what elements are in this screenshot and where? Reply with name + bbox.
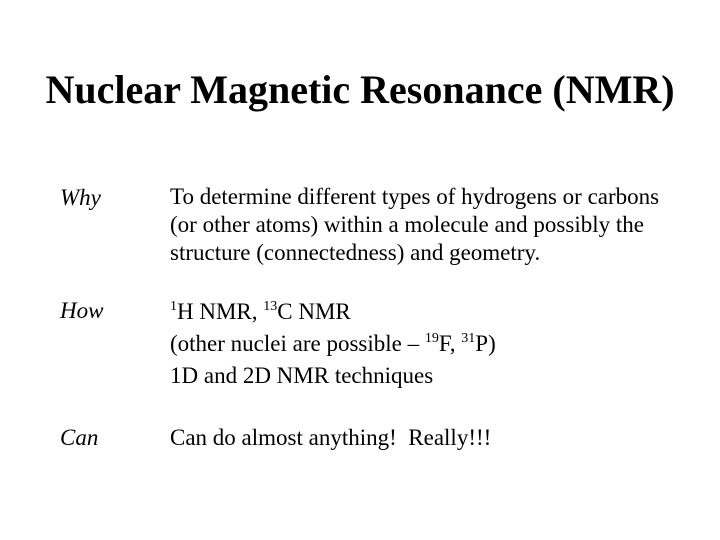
why-line-3: structure (connectedness) and geometry. xyxy=(170,240,541,265)
row-content-can xyxy=(170,423,700,453)
superscript-31: 31 xyxy=(461,331,476,346)
f-text: F, xyxy=(438,331,462,356)
row-label-how: How xyxy=(60,298,104,323)
row-label-can: Can xyxy=(60,425,99,450)
how-line-3: 1D and 2D NMR techniques xyxy=(170,363,434,388)
row-content-why xyxy=(170,183,700,267)
why-line-1: To determine different types of hydrogens or carbons xyxy=(170,184,660,209)
superscript-1: 1 xyxy=(170,299,177,314)
other-nuclei-text: (other nuclei are possible – xyxy=(170,331,425,356)
row-content-how xyxy=(170,296,700,392)
can-line: Can do almost anything! Really!!! xyxy=(170,425,492,450)
how-line-2 xyxy=(170,328,700,360)
slide-title: Nuclear Magnetic Resonance (NMR) xyxy=(45,67,675,112)
superscript-19: 19 xyxy=(424,331,439,346)
h-nmr-text: H NMR, xyxy=(177,299,264,324)
superscript-13: 13 xyxy=(263,299,278,314)
why-line-2: (or other atoms) within a molecule and possibly the xyxy=(170,212,644,237)
p-text: P) xyxy=(475,331,496,356)
c-nmr-text: C NMR xyxy=(277,299,351,324)
row-label-why: Why xyxy=(60,185,101,210)
how-line-1 xyxy=(170,296,700,328)
